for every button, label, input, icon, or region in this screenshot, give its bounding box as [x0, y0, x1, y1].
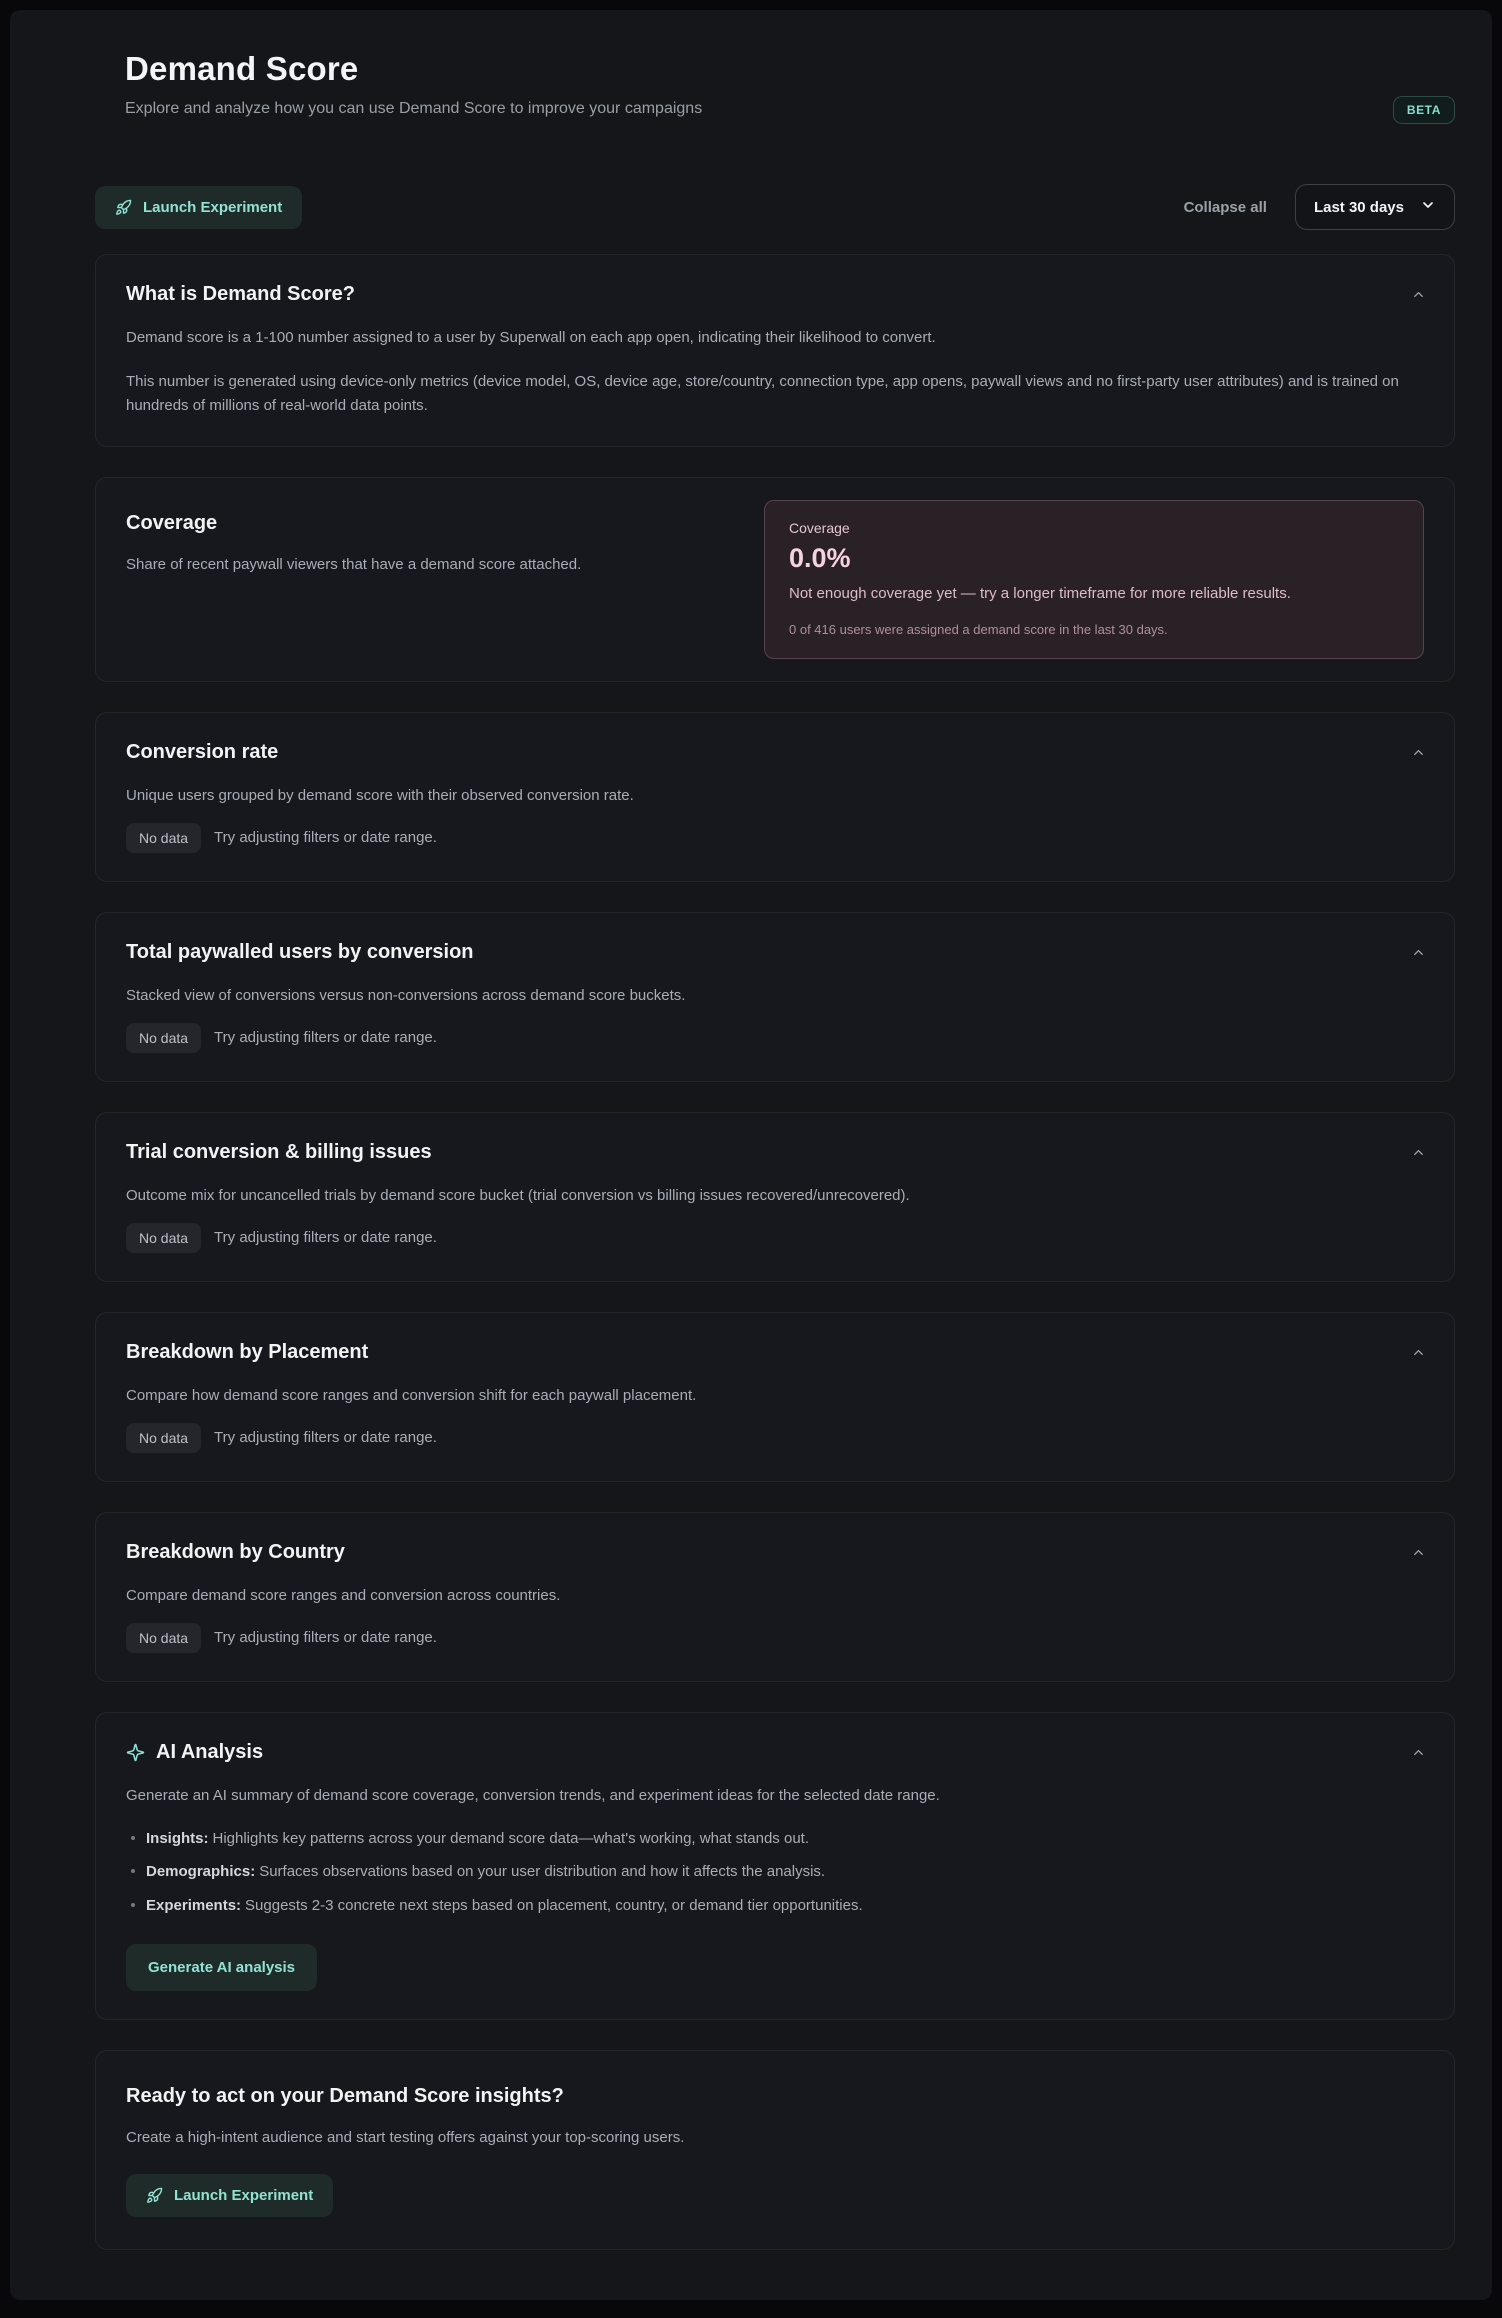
- chevron-down-icon: [1420, 197, 1436, 217]
- collapse-card-button[interactable]: [1407, 1141, 1430, 1164]
- cta-description: Create a high-intent audience and start testing offers against your top-scoring users.: [126, 2128, 685, 2146]
- chevron-up-icon: [1411, 1748, 1426, 1763]
- chevron-up-icon: [1411, 1348, 1426, 1363]
- chevron-up-icon: [1411, 290, 1426, 305]
- collapse-card-button[interactable]: [1407, 1741, 1430, 1764]
- rocket-icon: [115, 199, 132, 216]
- what-is-demand-score-card: [95, 254, 1455, 447]
- card-description: Compare demand score ranges and conversion across countries.: [126, 1586, 561, 1604]
- launch-experiment-label: Launch Experiment: [143, 198, 283, 216]
- empty-state: [126, 823, 1424, 853]
- coverage-stat-message: Not enough coverage yet — try a longer timeframe for more reliable results.: [789, 585, 1291, 602]
- empty-state: [126, 1423, 1424, 1453]
- card-description: Compare how demand score ranges and conversion shift for each paywall placement.: [126, 1386, 697, 1404]
- no-data-badge: No data: [126, 1623, 201, 1653]
- card-title: Trial conversion & billing issues: [126, 1140, 432, 1163]
- coverage-card: [95, 477, 1455, 682]
- empty-state-hint: Try adjusting filters or date range.: [214, 1029, 437, 1046]
- empty-state: [126, 1223, 1424, 1253]
- ai-bullet-experiments: [126, 1895, 1424, 1917]
- page-subtitle: Explore and analyze how you can use Demand Score to improve your campaigns: [125, 100, 703, 117]
- demand-score-page: [10, 10, 1492, 2300]
- card-description: Unique users grouped by demand score with their observed conversion rate.: [126, 786, 634, 804]
- ai-analysis-card: [95, 1712, 1455, 2020]
- launch-experiment-button[interactable]: [126, 2174, 333, 2217]
- empty-state-hint: Try adjusting filters or date range.: [214, 1629, 437, 1646]
- page-header: [95, 50, 1455, 118]
- beta-badge: BETA: [1393, 96, 1455, 124]
- page-title: Demand Score: [125, 50, 359, 87]
- card-title: Breakdown by Placement: [126, 1340, 369, 1363]
- card-title: AI Analysis: [156, 1740, 264, 1763]
- sparkle-icon: [126, 1743, 145, 1762]
- collapse-card-button[interactable]: [1407, 1341, 1430, 1364]
- breakdown-placement-card: [95, 1312, 1455, 1482]
- coverage-stat-panel: [764, 500, 1424, 659]
- collapse-card-button[interactable]: [1407, 283, 1430, 306]
- total-paywalled-users-card: [95, 912, 1455, 1082]
- card-title: Total paywalled users by conversion: [126, 940, 474, 963]
- ai-bullet-demographics: [126, 1861, 1424, 1883]
- bullet-label: Insights:: [146, 1829, 209, 1847]
- ai-description: Generate an AI summary of demand score coverage, conversion trends, and experiment ideas for the selected date range.: [126, 1786, 940, 1804]
- coverage-left: [126, 500, 686, 659]
- empty-state-hint: Try adjusting filters or date range.: [214, 1229, 437, 1246]
- card-title: Coverage: [126, 512, 218, 534]
- collapse-card-button[interactable]: [1407, 1541, 1430, 1564]
- collapse-card-button[interactable]: [1407, 941, 1430, 964]
- launch-experiment-label: Launch Experiment: [174, 2186, 314, 2204]
- chevron-up-icon: [1411, 748, 1426, 763]
- launch-experiment-button[interactable]: [95, 186, 302, 229]
- bullet-label: Demographics:: [146, 1863, 256, 1881]
- collapse-all-button[interactable]: Collapse all: [1183, 198, 1267, 216]
- generate-ai-analysis-label: Generate AI analysis: [148, 1958, 296, 1976]
- card-description: Outcome mix for uncancelled trials by demand score bucket (trial conversion vs billing issues recovered/unrecovered).: [126, 1186, 910, 1204]
- chevron-up-icon: [1411, 948, 1426, 963]
- cta-card: [95, 2050, 1455, 2250]
- generate-ai-analysis-button[interactable]: [126, 1944, 317, 1991]
- no-data-badge: No data: [126, 1023, 201, 1053]
- card-title: What is Demand Score?: [126, 283, 355, 305]
- intro-paragraph-2: This number is generated using device-only metrics (device model, OS, device age, store/country, connection type, app opens, paywall views and no first-party user attributes) and is trained on hundreds of millions of real-world data points.: [126, 373, 1399, 414]
- bullet-label: Experiments:: [146, 1897, 242, 1914]
- coverage-stat-detail: 0 of 416 users were assigned a demand score in the last 30 days.: [789, 621, 1168, 637]
- collapse-card-button[interactable]: [1407, 741, 1430, 764]
- bullet-text: Surfaces observations based on your user distribution and how it affects the analysis.: [259, 1863, 826, 1881]
- cta-title: Ready to act on your Demand Score insights?: [126, 2084, 564, 2107]
- breakdown-country-card: [95, 1512, 1455, 1682]
- rocket-icon: [146, 2187, 163, 2204]
- card-description: Stacked view of conversions versus non-conversions across demand score buckets.: [126, 986, 686, 1004]
- coverage-stat-value: 0.0%: [789, 543, 851, 573]
- ai-bullet-insights: [126, 1828, 1424, 1850]
- coverage-stat-label: Coverage: [789, 520, 850, 536]
- ai-bullet-list: [126, 1828, 1424, 1917]
- coverage-description: Share of recent paywall viewers that have a demand score attached.: [126, 556, 582, 573]
- empty-state-hint: Try adjusting filters or date range.: [214, 1429, 437, 1446]
- empty-state: [126, 1623, 1424, 1653]
- date-range-value: Last 30 days: [1313, 198, 1404, 216]
- no-data-badge: No data: [126, 1223, 201, 1253]
- conversion-rate-card: [95, 712, 1455, 882]
- chevron-up-icon: [1411, 1548, 1426, 1563]
- toolbar-right: [1184, 184, 1455, 230]
- bullet-text: Suggests 2-3 concrete next steps based on placement, country, or demand tier opportunities.: [245, 1897, 863, 1914]
- chevron-up-icon: [1411, 1148, 1426, 1163]
- trial-conversion-card: [95, 1112, 1455, 1282]
- empty-state: [126, 1023, 1424, 1053]
- no-data-badge: No data: [126, 823, 201, 853]
- card-title: Breakdown by Country: [126, 1540, 345, 1563]
- date-range-dropdown[interactable]: [1295, 184, 1455, 230]
- bullet-text: Highlights key patterns across your demand score data—what's working, what stands out.: [212, 1829, 809, 1847]
- card-title: Conversion rate: [126, 740, 279, 763]
- toolbar: [95, 184, 1455, 230]
- empty-state-hint: Try adjusting filters or date range.: [214, 829, 437, 846]
- no-data-badge: No data: [126, 1423, 201, 1453]
- intro-paragraph-1: Demand score is a 1-100 number assigned to a user by Superwall on each app open, indicating their likelihood to convert.: [126, 329, 936, 346]
